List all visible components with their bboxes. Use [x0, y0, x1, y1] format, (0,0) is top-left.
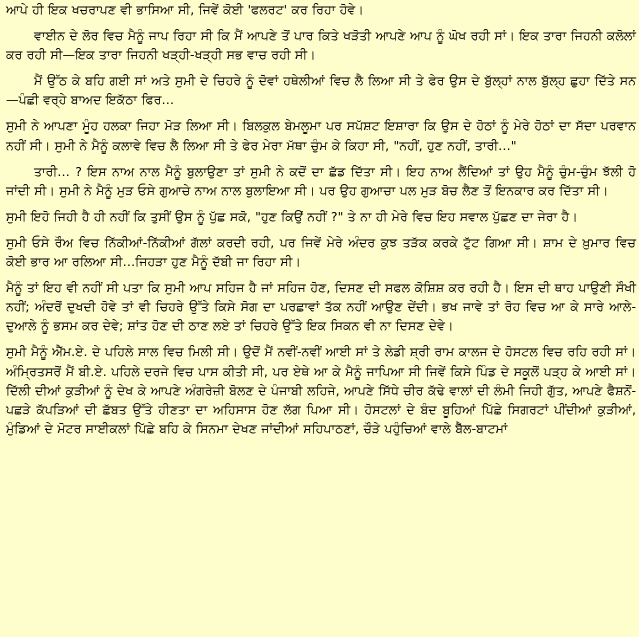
paragraph-5: ਤਾਰੀ… ? ਇਸ ਨਾਅ ਨਾਲ ਮੈਨੂੰ ਬੁਲਾਉਣਾ ਤਾਂ ਸੁਮੀ ਨੇ ਕਦੋਂ ਦਾ ਛੱਡ ਦਿੱਤਾ ਸੀ। ਇਹ ਨਾਅ ਲੈਂਦਿਆਂ ਤਾਂ ਉਹ ਮੈਨੂੰ ਚੁੰਮ-ਚੁੰਮ ਝੱਲੀ ਹੋ ਜਾਂਦੀ ਸੀ। ਸੁਮੀ ਨੇ ਮੈਨੂੰ ਮੁੜ ਓਸੇ ਗੁਆਚੇ ਨਾਅ ਨਾਲ ਬੁਲਾਇਆ ਸੀ। ਪਰ ਉਹ ਗੁਆਚਾ ਪਲ ਮੁੜ ਬੋਚ ਲੈਣ ਤੋਂ ਇਨਕਾਰ ਕਰ ਦਿੱਤਾ ਸੀ।: [6, 163, 636, 198]
paragraph-7: ਸੁਮੀ ਓਸੇ ਰੌਅ ਵਿਚ ਨਿੱਕੀਆਂ-ਨਿੱਕੀਆਂ ਗੱਲਾਂ ਕਰਦੀ ਰਹੀ, ਪਰ ਜਿਵੇਂ ਮੇਰੇ ਅੰਦਰ ਕੁਝ ਤੜੱਕ ਕਰਕੇ ਟੁੱਟ ਗਿਆ ਸੀ। ਸ਼ਾਮ ਦੇ ਖ਼ੁਮਾਰ ਵਿਚ ਕੋਈ ਭਾਰ ਆ ਰਲਿਆ ਸੀ…ਜਿਹੜਾ ਹੁਣ ਮੈਨੂੰ ਦੱਬੀ ਜਾ ਰਿਹਾ ਸੀ।: [6, 234, 636, 270]
paragraph-3: ਮੈਂ ਉੱਠ ਕੇ ਬਹਿ ਗਈ ਸਾਂ ਅਤੇ ਸੁਮੀ ਦੇ ਚਿਹਰੇ ਨੂੰ ਦੋਵਾਂ ਹਥੇਲੀਆਂ ਵਿਚ ਲੈ ਲਿਆ ਸੀ ਤੇ ਫੇਰ ਉਸ ਦੇ ਬੁੱਲ੍ਹਾਂ ਨਾਲ ਬੁੱਲ੍ਹ ਛੁਹਾ ਦਿੱਤੇ ਸਨ—ਪੰਛੀ ਵਰ੍ਹੇ ਬਾਅਦ ਇਕੱਠਾ ਫਿਰ…: [6, 73, 636, 108]
paragraph-2: ਵਾਈਨ ਦੇ ਲੋਰ ਵਿਚ ਮੈਨੂੰ ਜਾਪ ਰਿਹਾ ਸੀ ਕਿ ਮੈਂ ਆਪਣੇ ਤੋਂ ਪਾਰ ਕਿਤੇ ਖੜੋਤੀ ਆਪਣੇ ਆਪ ਨੂੰ ਘੋਖ ਰਹੀ ਸਾਂ। ਇਕ ਤਾਰਾ ਜਿਹਨੀ ਕਲੋਲਾਂ ਕਰ ਰਹੀ ਸੀ—ਇਕ ਤਾਰਾ ਜਿਹਨੀ ਖੜ੍ਹੀ-ਖੜ੍ਹੀ ਸਭ ਵਾਚ ਰਹੀ ਸੀ।: [6, 28, 636, 63]
paragraph-8: ਮੈਨੂੰ ਤਾਂ ਇਹ ਵੀ ਨਹੀਂ ਸੀ ਪਤਾ ਕਿ ਸੁਮੀ ਆਪ ਸਹਿਜ ਹੈ ਜਾਂ ਸਹਿਜ ਹੋਣ, ਦਿਸਣ ਦੀ ਸਫਲ ਕੋਸ਼ਿਸ਼ ਕਰ ਰਹੀ ਹੈ। ਇਸ ਦੀ ਥਾਹ ਪਾਉਣੀ ਸੌਖੀ ਨਹੀਂ; ਅੰਦਰੋਂ ਦੁਖਦੀ ਹੋਵੇ ਤਾਂ ਵੀ ਚਿਹਰੇ ਉੱਤੇ ਕਿਸੇ ਸੋਗ ਦਾ ਪਰਛਾਵਾਂ ਤੱਕ ਨਹੀਂ ਆਉਣ ਦੇਂਦੀ। ਭਖ ਜਾਵੇ ਤਾਂ ਰੋਹ ਵਿਚ ਆ ਕੇ ਸਾਰੇ ਆਲੇ-ਦੁਆਲੇ ਨੂੰ ਭਸਮ ਕਰ ਦੇਵੇ; ਸ਼ਾਂਤ ਹੋਣ ਦੀ ਠਾਣ ਲਏ ਤਾਂ ਚਿਹਰੇ ਉੱਤੇ ਇਕ ਸਿਕਨ ਵੀ ਨਾ ਦਿਸਣ ਦੇਵੇ।: [6, 280, 636, 334]
paragraph-4: ਸੁਮੀ ਨੇ ਆਪਣਾ ਮੂੰਹ ਹਲਕਾ ਜਿਹਾ ਮੋੜ ਲਿਆ ਸੀ। ਬਿਲਕੁਲ ਬੇਮਲੂਮਾ ਪਰ ਸਪੱਸ਼ਟ ਇਸ਼ਾਰਾ ਕਿ ਉਸ ਦੇ ਹੋਠਾਂ ਨੂੰ ਮੇਰੇ ਹੋਠਾਂ ਦਾ ਸੱਦਾ ਪਰਵਾਨ ਨਹੀਂ ਸੀ। ਸੁਮੀ ਨੇ ਮੈਨੂੰ ਕਲਾਵੇ ਵਿਚ ਲੈ ਲਿਆ ਸੀ ਤੇ ਫੇਰ ਮੇਰਾ ਮੱਥਾ ਚੁੰਮ ਕੇ ਕਿਹਾ ਸੀ, "ਨਹੀਂ, ਹੁਣ ਨਹੀਂ, ਤਾਰੀ…": [6, 118, 636, 153]
paragraph-9: ਸੁਮੀ ਮੈਨੂੰ ਐੱਮ.ਏ. ਦੇ ਪਹਿਲੇ ਸਾਲ ਵਿਚ ਮਿਲੀ ਸੀ। ਉਦੋਂ ਮੈਂ ਨਵੀਂ-ਨਵੀਂ ਆਈ ਸਾਂ ਤੇ ਲੇਡੀ ਸ਼੍ਰੀ ਰਾਮ ਕਾਲਜ ਦੇ ਹੋਸਟਲ ਵਿਚ ਰਹਿ ਰਹੀ ਸਾਂ। ਅੰਮ੍ਰਿਤਸਰੋਂ ਮੈਂ ਬੀ.ਏ. ਪਹਿਲੇ ਦਰਜੇ ਵਿਚ ਪਾਸ ਕੀਤੀ ਸੀ, ਪਰ ਏਥੇ ਆ ਕੇ ਮੈਨੂੰ ਜਾਪਿਆ ਸੀ ਜਿਵੇਂ ਕਿਸੇ ਪਿੰਡ ਦੇ ਸਕੂਲੋਂ ਪੜ੍ਹ ਕੇ ਆਈ ਸਾਂ। ਦਿੱਲੀ ਦੀਆਂ ਕੁੜੀਆਂ ਨੂੰ ਦੇਖ ਕੇ ਆਪਣੇ ਅੰਗਰੇਜ਼ੀ ਬੋਲਣ ਦੇ ਪੰਜਾਬੀ ਲਹਿਜੇ, ਆਪਣੇ ਸਿੱਧੇ ਚੀਰ ਕੱਢੇ ਵਾਲਾਂ ਦੀ ਲੰਮੀ ਜਿਹੀ ਗੁੱਤ, ਆਪਣੇ ਫੈਸ਼ਨੋਂ-ਪਛੜੇ ਕੱਪੜਿਆਂ ਦੀ ਛੱਬਤ ਉੱਤੇ ਹੀਣਤਾ ਦਾ ਅਹਿਸਾਸ ਹੋਣ ਲੱਗ ਪਿਆ ਸੀ। ਹੋਸਟਲਾਂ ਦੇ ਬੰਦ ਬੂਹਿਆਂ ਪਿੱਛੇ ਸਿਗਰਟਾਂ ਪੀਂਦੀਆਂ ਕੁੜੀਆਂ, ਮੁੰਡਿਆਂ ਦੇ ਮੋਟਰ ਸਾਈਕਲਾਂ ਪਿੱਛੇ ਬਹਿ ਕੇ ਸਿਨਮਾ ਦੇਖਣ ਜਾਂਦੀਆਂ ਸਹਿਪਾਠਣਾਂ, ਚੌੜੇ ਪਹੁੰਚਿਆਂ ਵਾਲੇ ਬੈੱਲ-ਬਾਟਮਾਂ: [6, 344, 636, 436]
paragraph-6: ਸੁਮੀ ਇਹੋ ਜਿਹੀ ਹੈ ਹੀ ਨਹੀਂ ਕਿ ਤੁਸੀਂ ਉਸ ਨੂੰ ਪੁੱਛ ਸਕੋ, "ਹੁਣ ਕਿਉਂ ਨਹੀਂ ?" ਤੇ ਨਾ ਹੀ ਮੇਰੇ ਵਿਚ ਇਹ ਸਵਾਲ ਪੁੱਛਣ ਦਾ ਜੇਰਾ ਹੈ।: [6, 208, 578, 224]
paragraph-1: ਆਪੇ ਹੀ ਇਕ ਖਚਰਾਪਣ ਵੀ ਭਾਸਿਆ ਸੀ, ਜਿਵੇਂ ਕੋਈ 'ਫਲਰਟ' ਕਰ ਰਿਹਾ ਹੋਵੇ।: [6, 2, 364, 17]
